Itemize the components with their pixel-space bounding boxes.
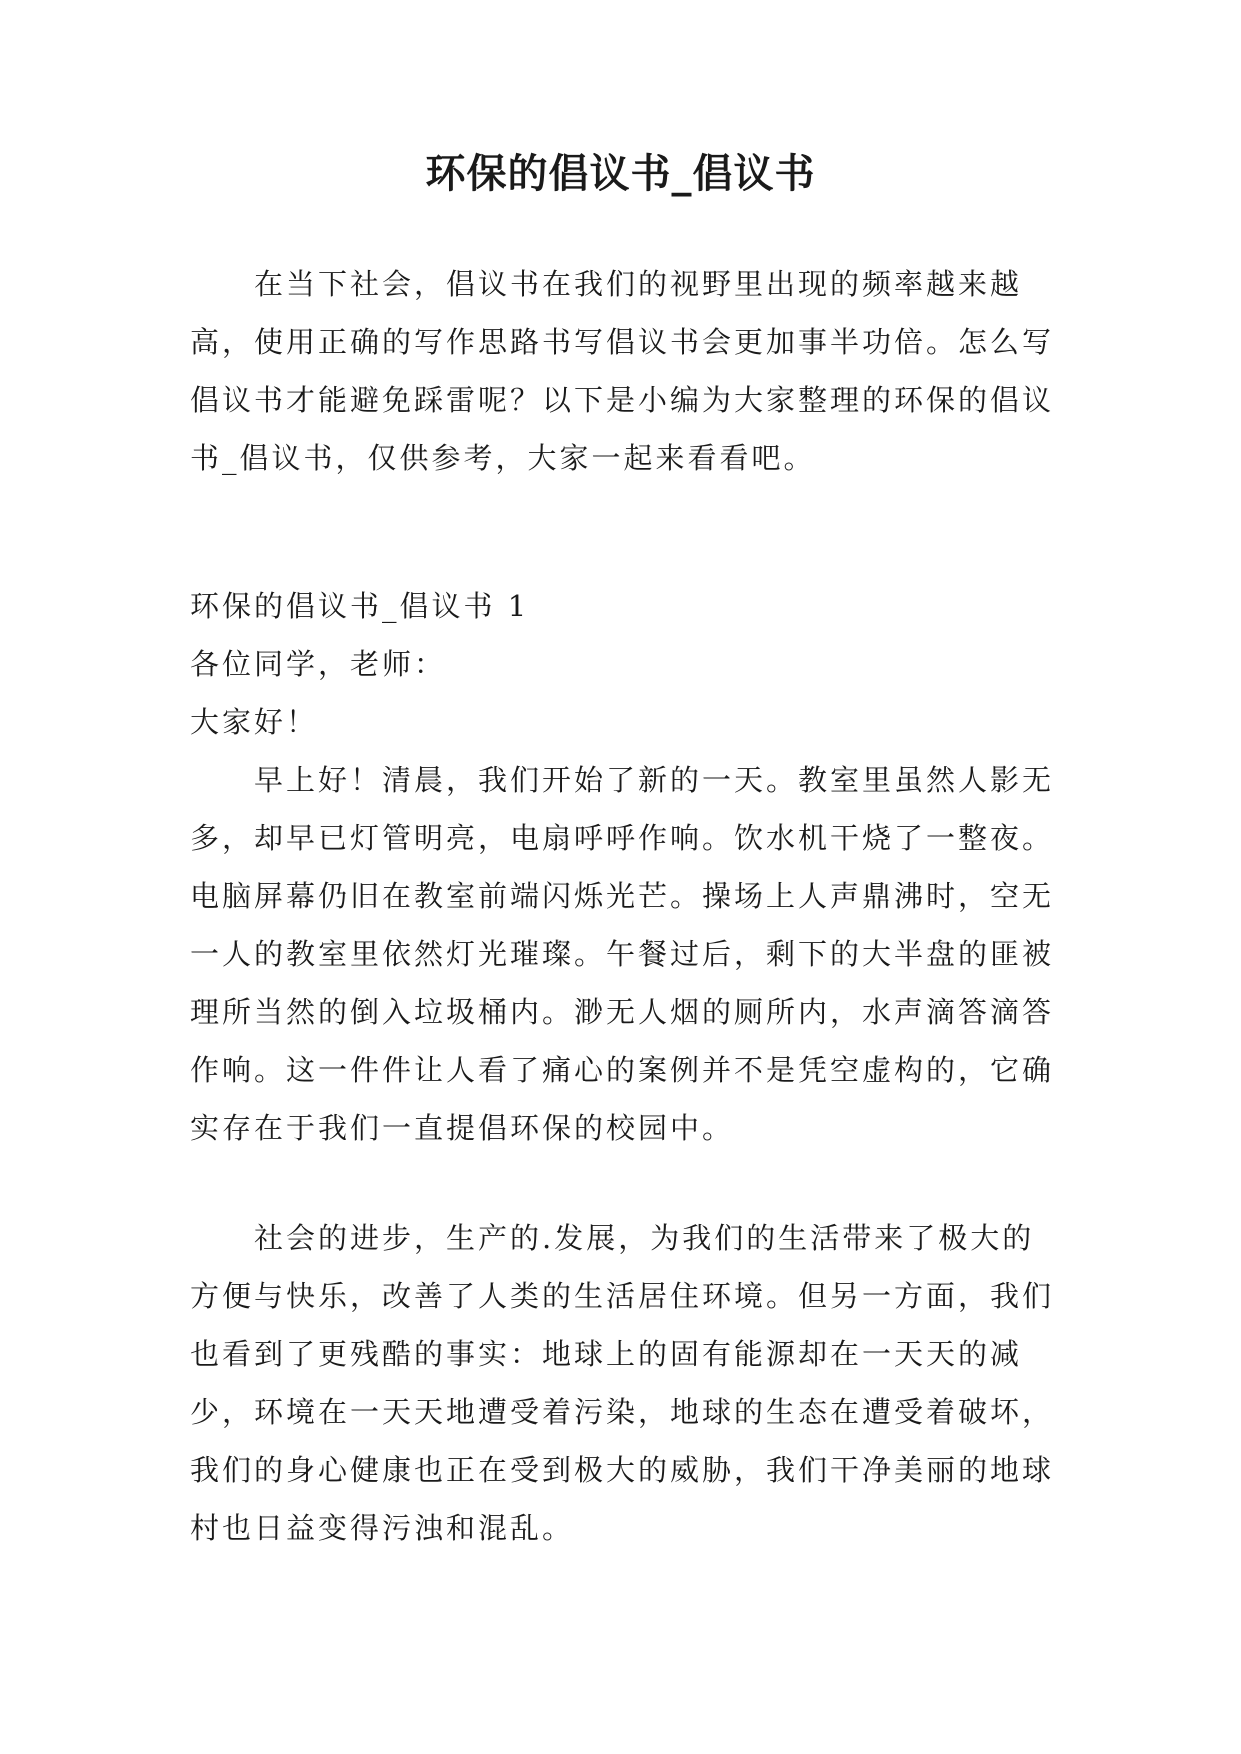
document-title: 环保的倡议书_倡议书 bbox=[425, 150, 816, 197]
body-paragraph-1: 早上好！清晨，我们开始了新的一天。教室里虽然人影无多，却早已灯管明亮，电扇呼呼作响。饮水机干烧了一整夜。电脑屏幕仍旧在教室前端闪烁光芒。操场上人声鼎沸时，空无一人的教室里依然灯光璀璨。午餐过后，剩下的大半盘的匪被理所当然的倒入垃圾桶内。渺无人烟的厕所内，水声滴答滴答作响。这一件件让人看了痛心的案例并不是凭空虚构的，它确实存在于我们一直提倡环保的校园中。 bbox=[190, 763, 1055, 1145]
body-paragraph-2: 社会的进步，生产的.发展，为我们的生活带来了极大的方便与快乐，改善了人类的生活居住环境。但另一方面，我们也看到了更残酷的事实：地球上的固有能源却在一天天的减少，环境在一天天地遭受着污染，地球的生态在遭受着破坏，我们的身心健康也正在受到极大的威胁，我们干净美丽的地球村也日益变得污浊和混乱。 bbox=[190, 1221, 1055, 1545]
intro-paragraph: 在当下社会，倡议书在我们的视野里出现的频率越来越高，使用正确的写作思路书写倡议书会更加事半功倍。怎么写倡议书才能避免踩雷呢？以下是小编为大家整理的环保的倡议书_倡议书，仅供参考，大家一起来看看吧。 bbox=[190, 267, 1055, 475]
greeting: 大家好！ bbox=[190, 705, 319, 739]
section-heading: 环保的倡议书_倡议书 1 bbox=[190, 589, 530, 623]
salutation: 各位同学，老师： bbox=[190, 647, 447, 681]
